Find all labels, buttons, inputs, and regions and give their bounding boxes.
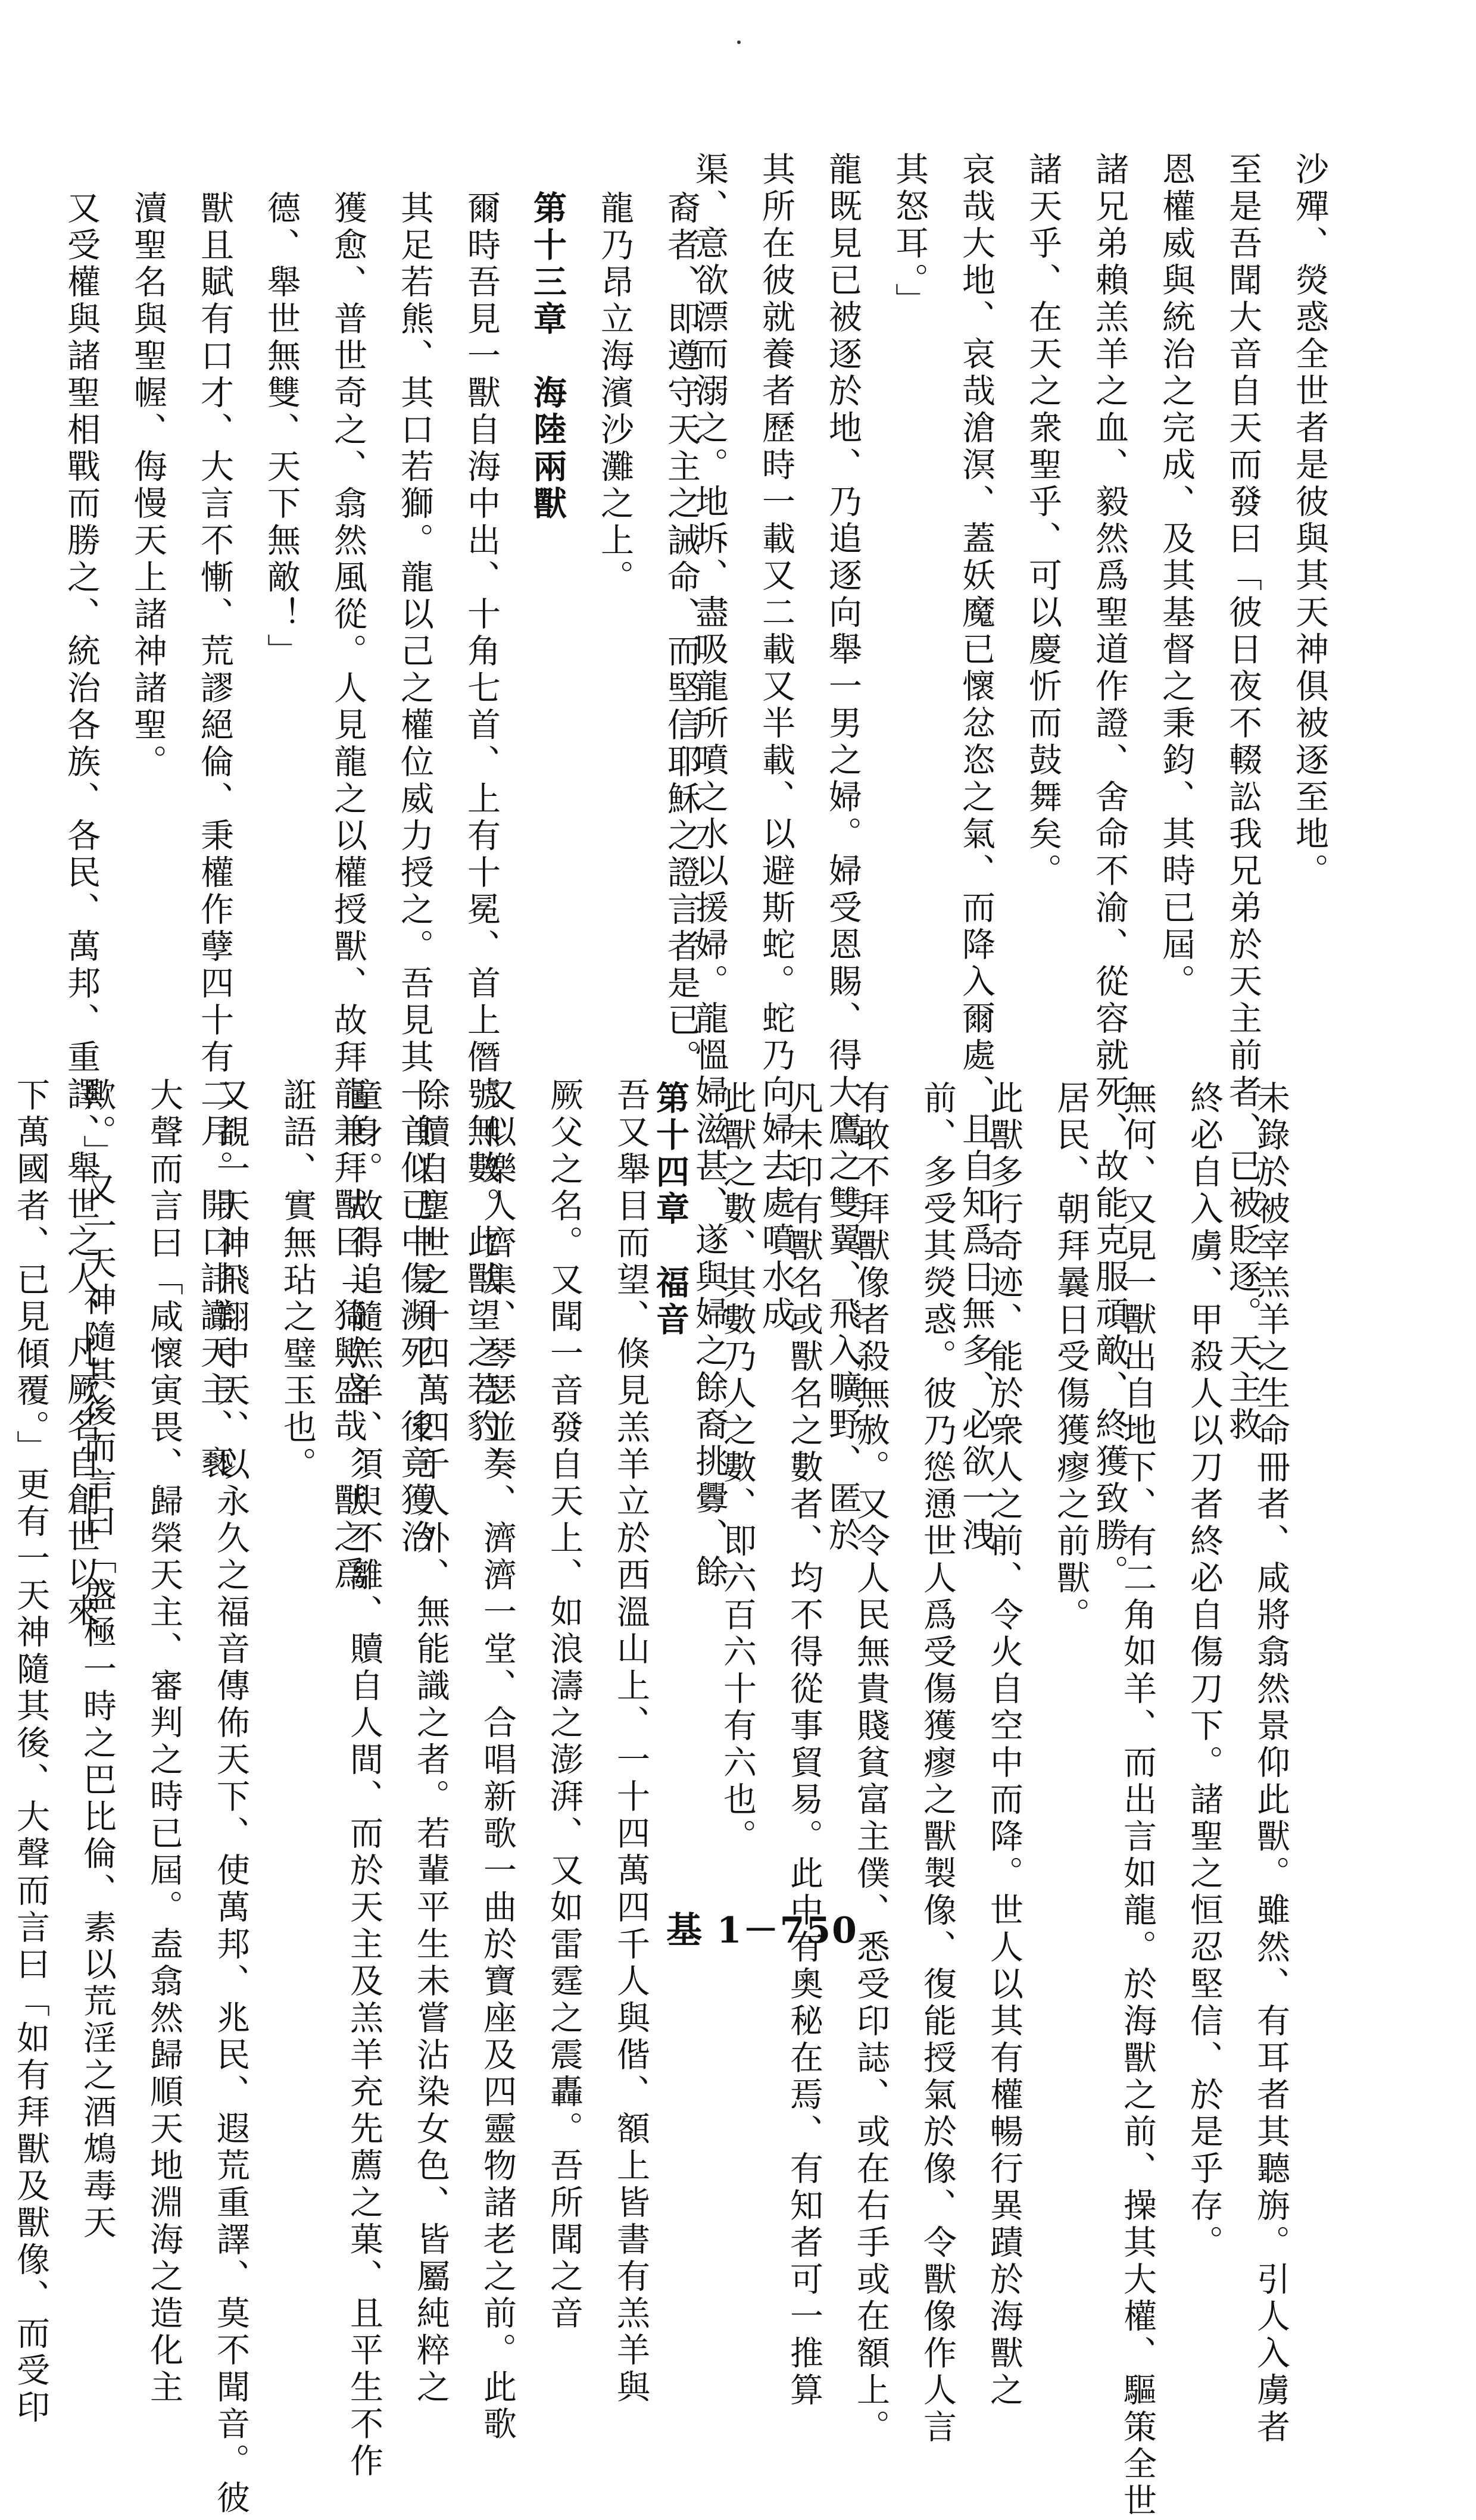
- text-column: 獲愈、普世奇之、翕然風從。人見龍之以權授獸、故拜龍兼拜獸曰「猗歟盛哉、獸之爲: [329, 191, 367, 1593]
- text-column: 瀆聖名與聖幄、侮慢天上諸神諸聖。: [129, 191, 167, 781]
- text-column: 歟。」又一天神隨其後而言曰「盛極一時之巴比倫、素以荒淫之酒鴆毒天: [78, 1078, 117, 2242]
- text-column: 除贖自塵世之十四萬四千人外、無能識之者。若輩平生未嘗沾染女色、皆屬純粹之: [411, 1078, 450, 2406]
- chapter-heading: 第十三章 海陸兩獸: [528, 191, 567, 523]
- text-column: 其怒耳。」: [890, 152, 929, 320]
- text-column: 其所在彼就養者歷時一載又二載又半載、以避斯蛇。蛇乃向婦去處噴水成: [757, 152, 795, 1333]
- text-column: 此獸多行奇迹、能於衆人之前、令火自空中而降。世人以其有權暢行異蹟於海獸之: [985, 1081, 1023, 2409]
- text-column: 至是吾聞大音自天而發曰「彼日夜不輟訟我兄弟於天主前者、已被貶逐。天主救: [1224, 152, 1262, 1444]
- print-speck: [737, 40, 741, 44]
- chapter-heading: 第十四章 福音: [651, 1081, 690, 1339]
- text-column: 大聲而言曰「咸懷寅畏、歸榮天主、審判之時已屆。盍翕然歸順天地淵海之造化主: [145, 1078, 183, 2406]
- text-column: 諸天乎、在天之衆聖乎、可以慶忻而鼓舞矣。: [1023, 152, 1062, 890]
- text-column: 渠、意欲漂而溺之。地坼、盡吸龍所噴之水以援婦。龍慍婦滋甚、遂與婦之餘裔挑釁、餘: [690, 152, 729, 1591]
- text-column: 有敢不拜獸像者殺無赦。又令人民無貴賤貧富主僕、悉受印誌、或在右手或在額上。: [851, 1081, 890, 2446]
- text-column: 諸兄弟賴羔羊之血、毅然爲聖道作證、舍命不渝、從容就死、故能克服頑敵、終獲致勝。: [1090, 152, 1129, 1591]
- text-column: 爾時吾見一獸自海中出、十角七首、上有十冕、首上僭號無數。此獸望之若豹、: [462, 191, 501, 1482]
- text-column: 又似樂人齊集、琴瑟並奏、濟濟一堂、合唱新歌一曲於寶座及四靈物諸老之前。此歌: [478, 1078, 517, 2443]
- text-column: 又受權與諸聖相戰而勝之、統治各族、各民、萬邦、重譯、舉世之人、凡厥名自創世以來: [62, 191, 101, 1630]
- text-column: 下萬國者、已見傾覆。」更有一天神隨其後、大聲而言曰「如有拜獸及獸像、而受印: [11, 1078, 50, 2427]
- text-column: 此獸之數、其數乃人之數、即六百六十有六也。: [718, 1081, 757, 1856]
- text-block-bottom-left: [11, 1078, 664, 2517]
- text-column: 厥父之名。又聞一音發自天上、如浪濤之澎湃、又如雷霆之震轟。吾所聞之音: [545, 1078, 583, 2332]
- text-column: 吾又舉目而望、倏見羔羊立於西溫山上、一十四萬四千人與偕、額上皆書有羔羊與: [611, 1078, 650, 2406]
- text-column: 德、舉世無雙、天下無敵！」: [262, 191, 301, 670]
- text-column: 沙殫、熒惑全世者是彼與其天神俱被逐至地。: [1290, 152, 1329, 890]
- text-column: 無何、又見一獸出自地下、有二角如羊、而出言如龍。於海獸之前、操其大權、驅策全世: [1118, 1081, 1157, 2520]
- text-column: 童身。故得追隨羔羊、須臾不離、贖自人間、而於天主及羔羊充先薦之菓、且平生不作: [345, 1078, 383, 2480]
- text-column: 獸且賦有口才、大言不慚、荒謬絕倫、秉權作孽四十有二月。開口誹讟天主、褻: [195, 191, 234, 1482]
- page-number: 基 1－750: [666, 1910, 858, 1951]
- text-column: 前、多受其熒惑。彼乃慫慂世人爲受傷獲瘳之獸製像、復能授氣於像、令獸像作人言: [918, 1081, 957, 2446]
- text-column: 未錄於被宰羔羊之生命冊者、咸將翕然景仰此獸。雖然、有耳者其聽旃。引人入虜者: [1252, 1081, 1290, 2446]
- text-column: 裔者、即遵守天主之誡命、而堅信耶穌之證言者是已。: [662, 191, 701, 1076]
- text-column: 哀哉大地、哀哉滄溟、蓋妖魔已懷忿恣之氣、而降入爾處、且自知爲日無多、必欲一洩: [957, 152, 996, 1554]
- text-column: 龍乃昂立海濱沙灘之上。: [595, 191, 634, 597]
- text-column: 居民、朝拜曩日受傷獲瘳之前獸。: [1051, 1081, 1090, 1634]
- text-column: 其足若熊、其口若獅。龍以己之權位威力授之。吾見其一首似已中傷瀕死、後竟獲治: [395, 191, 434, 1556]
- text-column: 凡未印有獸名或獸名之數者、均不得從事貿易。此中有奧秘在焉、有知者可一推算: [785, 1081, 823, 2409]
- text-column: 又覩一天神飛翔中天、以永久之福音傳佈天下、使萬邦、兆民、遐荒重譯、莫不聞音。彼: [211, 1078, 250, 2517]
- text-column: 誑語、實無玷之璧玉也。: [278, 1078, 317, 1484]
- text-column: 恩權威與統治之完成、及其基督之秉鈞、其時已屆。: [1157, 152, 1196, 1001]
- text-column: 龍既見已被逐於地、乃追逐向舉一男之婦。婦受恩賜、得大鷹之雙翼、飛入曠野、匿於: [823, 152, 862, 1554]
- text-column: 終必自入虜、甲殺人以刀者終必自傷刀下。諸聖之恒忍堅信、於是乎存。: [1185, 1081, 1224, 2262]
